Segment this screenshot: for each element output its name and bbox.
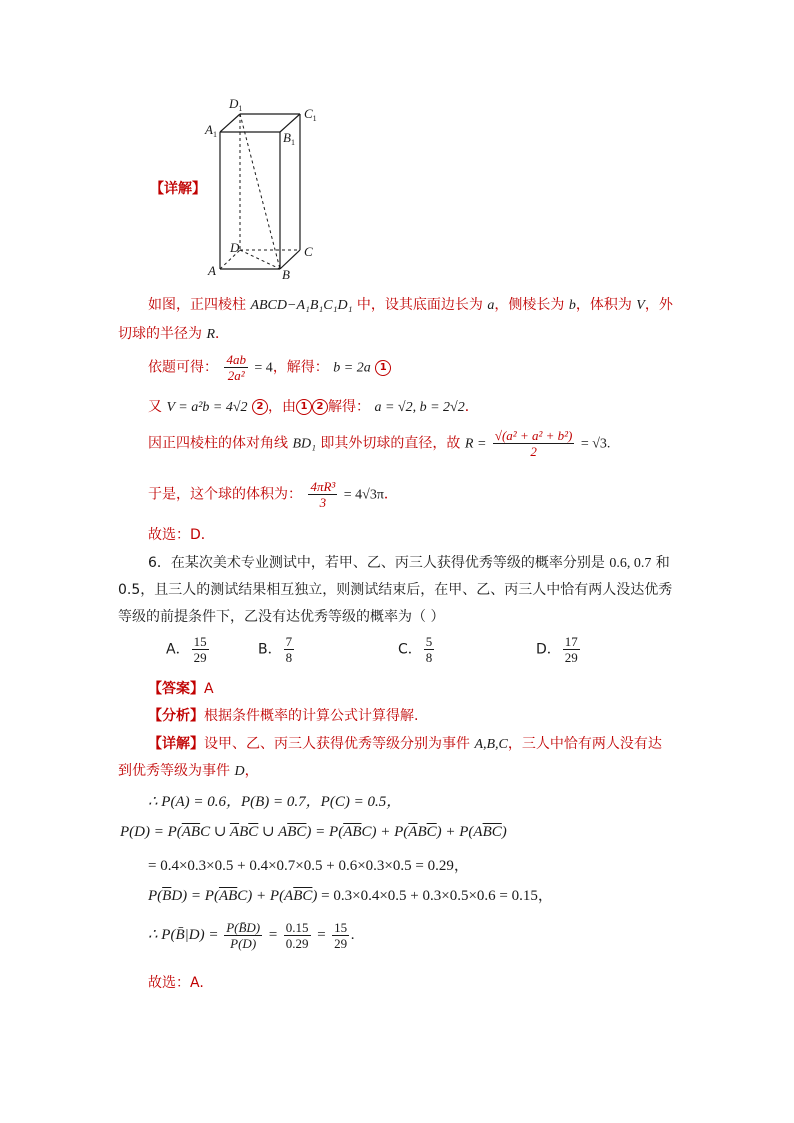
option-b: B． $\frac{7}{8}$ [258,634,293,665]
detail2-line-1: 【详解】设甲、乙、丙三人获得优秀等级分别为事件 A,B,C，三人中恰有两人没有达 [148,736,662,752]
option-d: D． $\frac{17}{29}$ [536,634,578,665]
para-4: 因正四棱柱的体对角线 BD₁ 即其外切球的直径，故 R = $\frac{\text{√(a² + a² + b²)}}{2}$ = √3. [148,428,611,459]
edge-db-hidden [240,250,280,269]
para-3: 又 V = a²b = 4√2 2 ，由 1 2 解得： a = √2, b = 2√2． [148,399,479,415]
q6-line-2: 0.5，且三人的测试结果相互独立，则测试结束后，在甲、乙、丙三人中恰有两人没达优秀 [118,582,673,598]
analysis-line: 【分析】根据条件概率的计算公式计算得解. [148,708,419,724]
q6-line-1: 6．在某次美术专业测试中，若甲、乙、丙三人获得优秀等级的概率分别是 0.6, 0.7 和 [148,555,670,571]
para-5: 于是，这个球的体积为： $\frac{\text{4πR³}}{3}$ = 4√3π． [148,479,398,510]
detail-tag: 【详解】 [150,181,206,197]
label-b: B [282,267,290,282]
label-b1: $B_1$ [283,130,295,147]
q6-line-3: 等级的前提条件下，乙没有达优秀等级的概率为（ ） [118,609,445,625]
para-2: 依题可得： $\frac{4ab}{\text{2a²}}$ = 4，解得： b = 2a 1 [148,352,391,383]
label-a: A [208,263,216,278]
label-c1: $C_1$ [304,106,317,123]
edge-a1d1 [220,114,240,132]
option-c: C． $\frac{5}{8}$ [398,634,433,665]
math-line-2: $P(D) = P(\overline{AB}C$ ∪ $\overline{A}B\overline{C}$ ∪ $A\overline{BC}) = P(\overline{AB}C) + P(\overline{A}B\overline{C}) + P(A\overline{BC})$ [120,824,507,840]
label-d1: $D_1$ [229,96,243,113]
option-a: A． $\frac{15}{29}$ [166,634,207,665]
circle-2: 2 [252,399,268,415]
label-a1: $A_1$ [205,122,217,139]
final-choice: 故选：A. [148,975,204,991]
prism-figure [196,92,326,282]
label-c: C [304,244,313,259]
math-line-4: $P(\overline{B}D) = P(\overline{AB}C) + P(A\overline{BC}) = 0.3\times 0.4\times 0.5 + 0.3\times 0.5\times 0.6 = 0.15$， [148,888,553,904]
answer-line: 【答案】A [148,681,214,697]
math-line-3: = 0.4×0.3×0.5 + 0.4×0.7×0.5 + 0.6×0.3×0.5 = 0.29， [148,858,469,874]
label-d: D [230,240,240,255]
math-line-5: ∴ P(B̄|D) = $\frac{P(B̄D)}{P(D)}$ = $\frac{0.15}{0.29}$ = $\frac{15}{29}$ . [148,920,355,951]
para-6: 故选：D． [148,527,215,543]
math-line-1: ∴ P(A) = 0.6，P(B) = 0.7，P(C) = 0.5， [148,794,402,810]
para-1-line-1: 如图，正四棱柱 ABCD−A₁B₁C₁D₁ 中，设其底面边长为 a，侧棱长为 b，体积为 V，外 [148,297,673,313]
circle-1: 1 [375,360,391,376]
para-1-line-2: 切球的半径为 R． [118,326,230,342]
detail2-line-2: 到优秀等级为事件 D， [118,763,259,779]
diagonal-bd1 [240,114,280,269]
